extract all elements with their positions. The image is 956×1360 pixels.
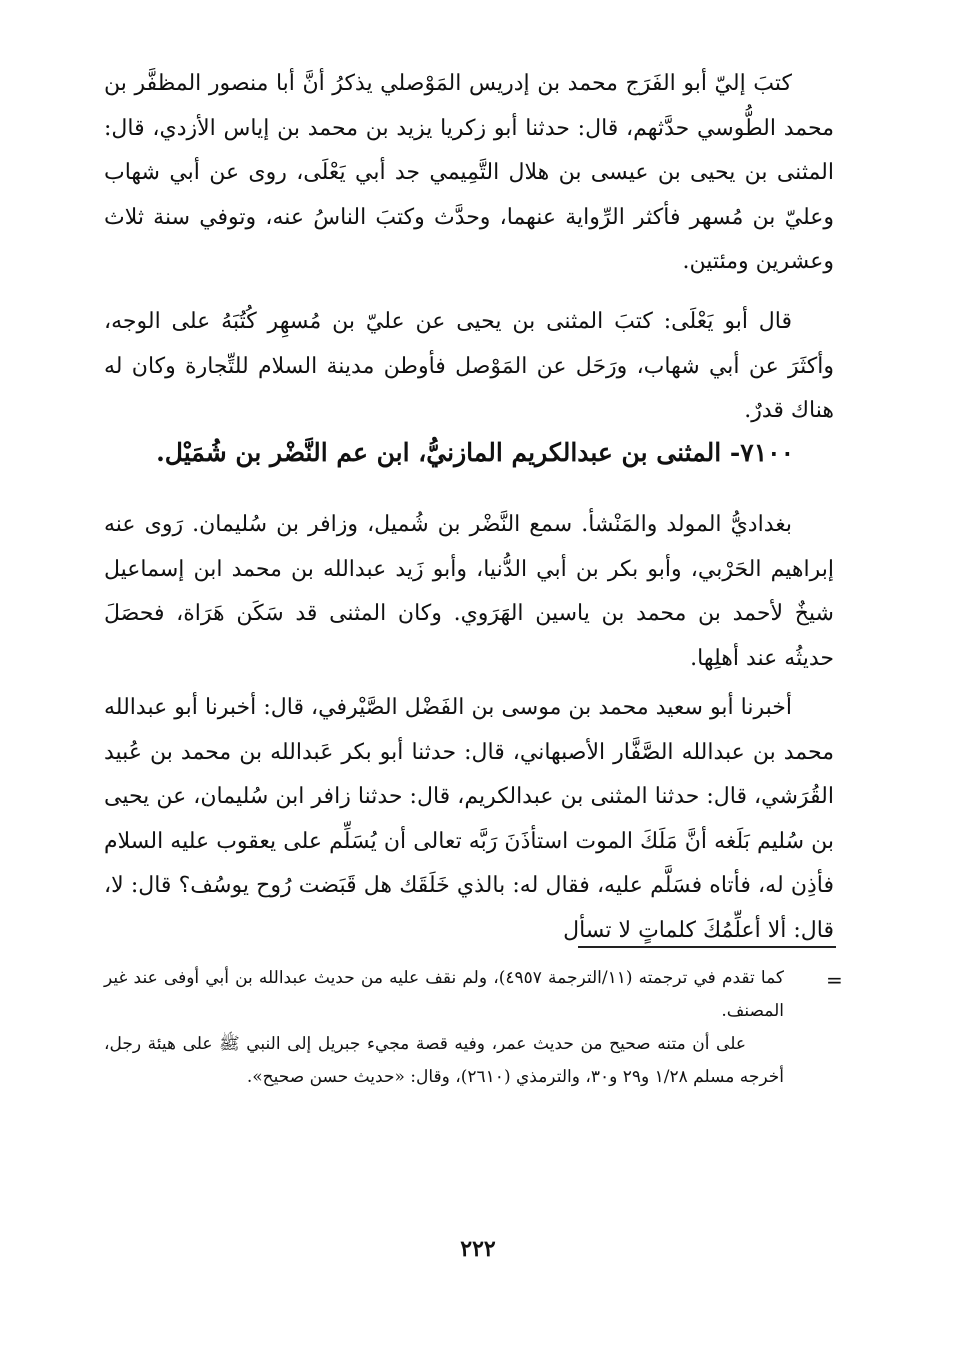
- paragraph-1: [104, 62, 834, 285]
- footnote-1: كما تقدم في ترجمته (١١/الترجمة ٤٩٥٧)، ولم نقف عليه من حديث عبدالله بن أبي أوفى عند غير المصنف.: [104, 968, 784, 1021]
- paragraph-2: [104, 300, 834, 434]
- paragraph-text: قال أبو يَعْلَى: كتبَ المثنى بن يحيى عن عليّ بن مُسهِر كُتُبَهُ على الوجه، وأكثَرَ عن أبي شهاب، ورَحَل عن المَوْصل فأوطن مدينة السلام للتِّجارة وكان له هناك قدرٌ.: [104, 309, 834, 423]
- paragraph-text: أخبرنا أبو سعيد محمد بن موسى بن الفَضْل الصَّيْرفي، قال: أخبرنا أبو عبدالله محمد بن عبدالله الصَّفَّار الأصبهاني، قال: حدثنا أبو بكر عَبدالله بن محمد بن عُبيد القُرَشي، قال: حدثنا المثنى بن عبدالكريم، قال: حدثنا زافر ابن سُليمان، عن يحيى بن سُليم بَلَغه أنَّ مَلَكَ الموت استأذَنَ رَبَّه تعالى أن يُسَلِّم على يعقوب عليه السلام فأذِن له، فأتاه فسَلَّم عليه، فقال له: بالذي خَلَقَك هل قَبَضت رُوح يوسُف؟ قال: لا، قال: ألا أعلِّمُكَ كلماتٍ لا تسأل: [104, 695, 834, 943]
- paragraph-5: [104, 686, 834, 953]
- footnote-2: على أن متنه صحيح من حديث عمر، وفيه قصة مجيء جبريل إلى النبي ﷺ على هيئة رجل، أخرجه مسلم ١/٢٨ و٢٩ و٣٠، والترمذي (٢٦١٠)، وقال: «حديث حسن صحيح».: [104, 1034, 784, 1087]
- page-number: ٢٢٢: [460, 1236, 496, 1262]
- paragraph-text: بغداديُّ المولد والمَنْشأ. سمع النَّضْر بن شُميل، وزافر بن سُليمان. رَوى عنه إبراهيم الحَرْبي، وأبو بكر بن أبي الدُّنيا، وأبو زَيد عبدالله بن محمد ابن إسماعيل شيخٌ لأحمد بن محمد بن ياسين الهَرَوي. وكان المثنى قد سَكَن هَرَاة، فحصَلَ حديثُه عند أهلِها.: [104, 512, 834, 671]
- footnote-continuation-marker: =: [826, 968, 843, 992]
- paragraph-4: [104, 503, 834, 681]
- entry-heading: ٧١٠٠- المثنى بن عبدالكريم المازنيُّ، ابن عم النَّضْر بن شُمَيْل.: [156, 438, 794, 467]
- paragraph-text: كتبَ إليّ أبو الفَرَج محمد بن إدريس المَوْصلي يذكرُ أنَّ أبا منصور المظفَّر بن محمد الطُّوسي حدَّثهم، قال: حدثنا أبو زكريا يزيد بن محمد بن إياس الأزدي، قال: المثنى بن يحيى بن عيسى بن هلال التَّمِيمي جد أبي يَعْلَى، روى عن أبي شهاب وعليّ بن مُسهر فأكثر الرِّواية عنهما، وحدَّث وكتبَ الناسُ عنه، وتوفي سنة ثلاث وعشرين ومئتين.: [104, 71, 834, 274]
- footnotes: [104, 962, 784, 1094]
- footnote-separator: [578, 946, 836, 948]
